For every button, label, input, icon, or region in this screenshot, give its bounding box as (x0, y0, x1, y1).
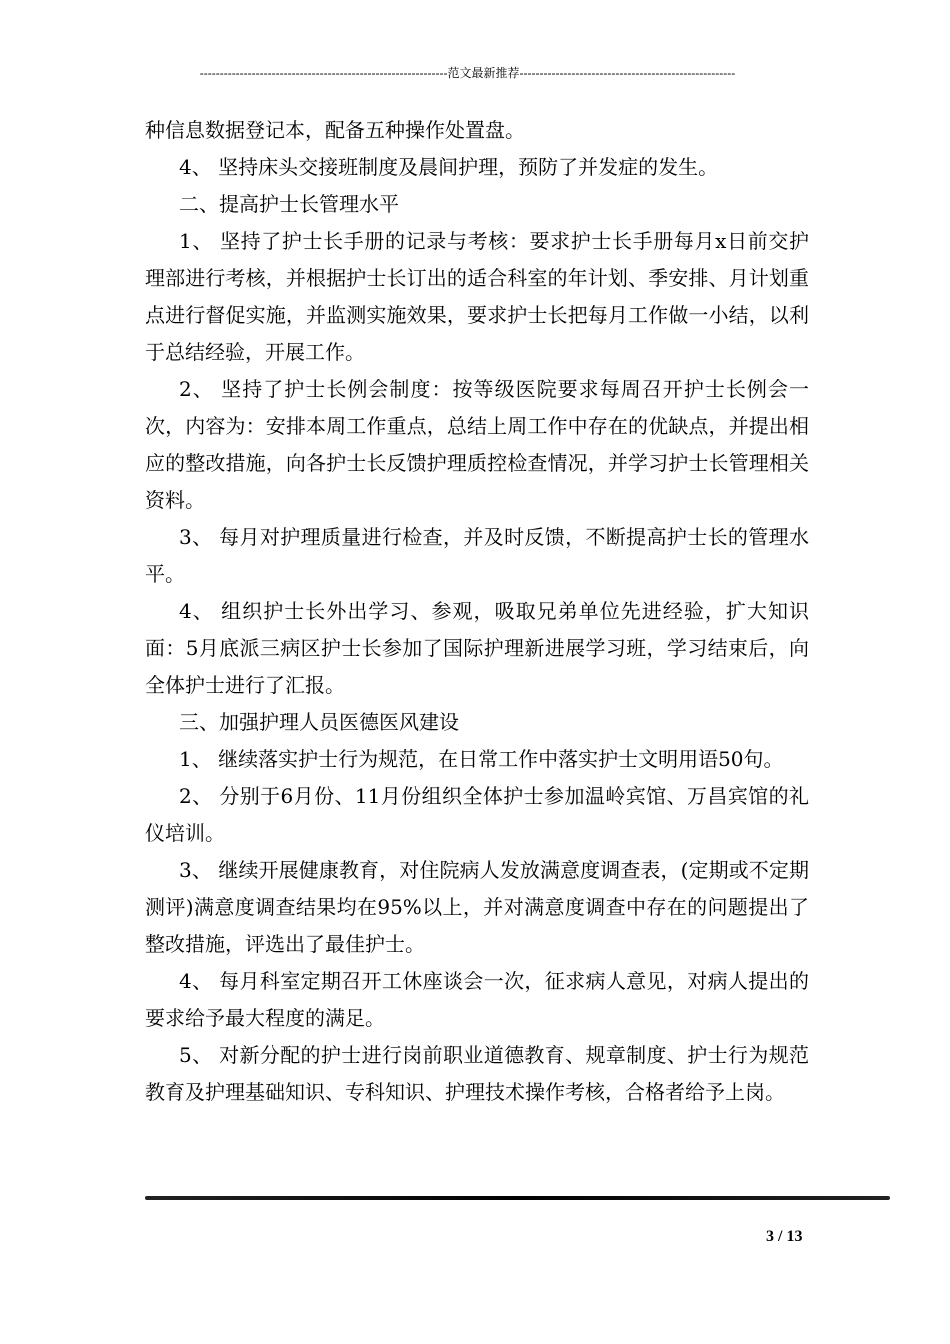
paragraph: 1、 坚持了护士长手册的记录与考核：要求护士长手册每月x日前交护理部进行考核，并根据护士长订出的适合科室的年计划、季安排、月计划重点进行督促实施，并监测实施效果，要求护士长把每月工作做一小结，以利于总结经验，开展工作。 (145, 229, 809, 364)
paragraph: 4、 坚持床头交接班制度及晨间护理，预防了并发症的发生。 (179, 155, 719, 179)
paragraph: 2、 分别于6月份、11月份组织全体护士参加温岭宾馆、万昌宾馆的礼仪培训。 (145, 784, 809, 845)
paragraph: 4、 每月科室定期召开工休座谈会一次，征求病人意见，对病人提出的要求给予最大程度的满足。 (145, 969, 809, 1030)
paragraph: 3、 继续开展健康教育，对住院病人发放满意度调查表，(定期或不定期测评)满意度调查结果均在95%以上，并对满意度调查中存在的问题提出了整改措施，评选出了最佳护士。 (145, 858, 809, 956)
paragraph: 1、 继续落实护士行为规范，在日常工作中落实护士文明用语50句。 (179, 747, 784, 771)
paragraph: 4、 组织护士长外出学习、参观，吸取兄弟单位先进经验，扩大知识面：5月底派三病区护士长参加了国际护理新进展学习班，学习结束后，向全体护士进行了汇报。 (145, 599, 809, 697)
document-body (145, 112, 809, 1111)
section-heading: 二、提高护士长管理水平 (179, 192, 399, 216)
page-header: --------------------------------------------------------------范文最新推荐------------------------------------------------------ (199, 66, 736, 80)
page-number: 3 / 13 (766, 1228, 803, 1245)
paragraph: 3、 每月对护理质量进行检查，并及时反馈，不断提高护士长的管理水平。 (145, 525, 809, 586)
paragraph: 2、 坚持了护士长例会制度：按等级医院要求每周召开护士长例会一次，内容为：安排本周工作重点，总结上周工作中存在的优缺点，并提出相应的整改措施，向各护士长反馈护理质控检查情况，并学习护士长管理相关资料。 (145, 377, 809, 512)
section-heading: 三、加强护理人员医德医风建设 (179, 710, 459, 734)
paragraph: 种信息数据登记本，配备五种操作处置盘。 (145, 118, 525, 142)
paragraph: 5、 对新分配的护士进行岗前职业道德教育、规章制度、护士行为规范教育及护理基础知识、专科知识、护理技术操作考核，合格者给予上岗。 (145, 1043, 809, 1104)
footer-divider (145, 1196, 890, 1200)
